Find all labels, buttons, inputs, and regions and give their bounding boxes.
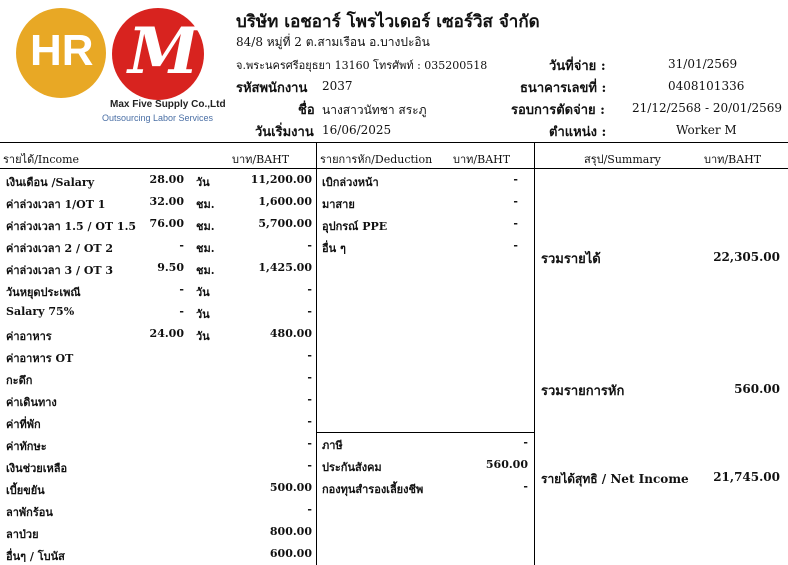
income-row-amount: 1,600.00 xyxy=(258,195,312,208)
income-row-qty: 76.00 xyxy=(149,217,184,230)
max-five-logo-text: M xyxy=(128,14,199,89)
total-deduction-label: รวมรายการหัก xyxy=(541,384,625,399)
deduction-row-label: อุปกรณ์ PPE xyxy=(322,220,388,233)
income-row-qty: 32.00 xyxy=(149,195,184,208)
income-row-label: วันหยุดประเพณี xyxy=(6,286,81,299)
income-row-amount: 500.00 xyxy=(269,481,312,494)
income-row-qty: - xyxy=(179,239,184,252)
income-deduction-divider xyxy=(316,142,317,565)
income-row-amount: 1,425.00 xyxy=(258,261,312,274)
income-row-label: ค่าที่พัก xyxy=(6,418,41,431)
income-row-label: ค่าล่วงเวลา 1/OT 1 xyxy=(6,198,106,211)
tax-row-amount: 560.00 xyxy=(485,458,528,471)
tax-row-label: ประกันสังคม xyxy=(322,461,382,474)
income-row-qty: - xyxy=(179,283,184,296)
income-row-unit: วัน xyxy=(196,330,210,343)
income-row-amount: - xyxy=(307,371,312,384)
deduction-row-amount: - xyxy=(513,195,518,208)
hr-logo xyxy=(16,8,106,98)
income-row-label: ค่าอาหาร xyxy=(6,330,52,343)
income-row-amount: 600.00 xyxy=(269,547,312,560)
position-value: Worker M xyxy=(676,123,737,137)
income-row-qty: 9.50 xyxy=(157,261,184,274)
pay-date-value: 31/01/2569 xyxy=(668,57,738,71)
income-row-label: ค่าล่วงเวลา 2 / OT 2 xyxy=(6,242,114,255)
deduction-column-header: รายการหัก/Deduction xyxy=(320,153,433,166)
income-row-label: ค่าทักษะ xyxy=(6,440,47,453)
income-row-unit: ชม. xyxy=(196,198,215,211)
employee-name-value: นางสาวนัทชา สระภู xyxy=(322,103,427,117)
income-row-unit: วัน xyxy=(196,308,210,321)
employee-id-label: รหัสพนักงาน xyxy=(236,81,308,96)
total-deduction-value: 560.00 xyxy=(734,382,780,396)
start-date-value: 16/06/2025 xyxy=(322,123,392,137)
address-line-2: จ.พระนครศรีอยุธยา 13160 โทรศัพท์ : 035200518 xyxy=(236,59,488,72)
income-row-amount: - xyxy=(307,305,312,318)
income-row-label: เงินเดือน /Salary xyxy=(6,176,95,189)
income-row-label: ค่าเดินทาง xyxy=(6,396,57,409)
summary-baht-header: บาท/BAHT xyxy=(704,153,762,166)
income-row-qty: 24.00 xyxy=(149,327,184,340)
deduction-row-amount: - xyxy=(513,173,518,186)
tax-row-amount: - xyxy=(523,480,528,493)
income-row-amount: 11,200.00 xyxy=(250,173,312,186)
logo-company-name: Max Five Supply Co.,Ltd xyxy=(110,99,226,110)
total-income-label: รวมรายได้ xyxy=(541,252,601,267)
income-row-label: กะดึก xyxy=(6,374,33,387)
employee-id-value: 2037 xyxy=(322,79,353,93)
income-row-amount: - xyxy=(307,393,312,406)
deduction-row-label: อื่น ๆ xyxy=(322,242,346,255)
deduction-row-amount: - xyxy=(513,217,518,230)
pay-date-label: วันที่จ่าย : xyxy=(549,59,606,74)
company-title: บริษัท เอชอาร์ โพรไวเดอร์ เซอร์วิส จำกัด xyxy=(236,12,540,32)
net-income-label: รายได้สุทธิ / Net Income xyxy=(541,472,689,486)
bank-value: 0408101336 xyxy=(668,79,745,93)
income-row-label: ลาพักร้อน xyxy=(6,506,53,519)
income-column-header: รายได้/Income xyxy=(3,153,80,166)
max-five-logo xyxy=(112,8,204,100)
tax-section-border xyxy=(316,432,534,433)
income-row-amount: - xyxy=(307,415,312,428)
deduction-row-label: เบิกล่วงหน้า xyxy=(322,176,379,189)
deduction-summary-divider xyxy=(534,142,535,565)
income-row-unit: ชม. xyxy=(196,264,215,277)
income-row-unit: ชม. xyxy=(196,242,215,255)
income-row-label: ลาป่วย xyxy=(6,528,39,541)
logo-tagline: Outsourcing Labor Services xyxy=(102,113,214,123)
income-row-label: อื่นๆ / โบนัส xyxy=(6,550,65,563)
deduction-row-label: มาสาย xyxy=(322,198,355,211)
income-row-unit: ชม. xyxy=(196,220,215,233)
income-row-amount: 480.00 xyxy=(269,327,312,340)
income-row-label: ค่าล่วงเวลา 1.5 / OT 1.5 xyxy=(6,220,137,233)
income-row-amount: - xyxy=(307,459,312,472)
income-row-qty: - xyxy=(179,305,184,318)
hr-logo-text: HR xyxy=(30,26,94,75)
income-row-label: เงินช่วยเหลือ xyxy=(6,462,68,475)
income-row-amount: 800.00 xyxy=(269,525,312,538)
summary-column-header: สรุป/Summary xyxy=(584,153,661,166)
income-row-label: ค่าล่วงเวลา 3 / OT 3 xyxy=(6,264,114,277)
income-row-amount: - xyxy=(307,503,312,516)
income-row-unit: วัน xyxy=(196,176,210,189)
position-label: ตำแหน่ง : xyxy=(549,125,607,140)
income-row-qty: 28.00 xyxy=(149,173,184,186)
table-top-border xyxy=(0,142,788,143)
period-label: รอบการตัดจ่าย : xyxy=(511,103,605,118)
deduction-row-amount: - xyxy=(513,239,518,252)
tax-row-label: กองทุนสำรองเลี้ยงชีพ xyxy=(322,483,424,496)
income-row-amount: - xyxy=(307,283,312,296)
start-date-label: วันเริ่มงาน xyxy=(255,125,314,140)
total-income-value: 22,305.00 xyxy=(713,250,780,264)
tax-row-label: ภาษี xyxy=(322,439,343,452)
address-line-1: 84/8 หมู่ที่ 2 ต.สามเรือน อ.บางปะอิน xyxy=(236,35,430,49)
income-row-label: ค่าอาหาร OT xyxy=(6,352,74,365)
tax-row-amount: - xyxy=(523,436,528,449)
income-baht-header: บาท/BAHT xyxy=(232,153,290,166)
period-value: 21/12/2568 - 20/01/2569 xyxy=(632,101,783,115)
deduction-baht-header: บาท/BAHT xyxy=(453,153,511,166)
bank-label: ธนาคารเลขที่ : xyxy=(520,81,607,96)
income-row-amount: 5,700.00 xyxy=(258,217,312,230)
net-income-value: 21,745.00 xyxy=(713,470,780,484)
income-row-amount: - xyxy=(307,437,312,450)
income-row-amount: - xyxy=(307,349,312,362)
income-row-label: เบี้ยขยัน xyxy=(6,484,45,497)
income-row-amount: - xyxy=(307,239,312,252)
income-row-unit: วัน xyxy=(196,286,210,299)
column-header-border xyxy=(0,168,788,169)
employee-name-label: ชื่อ xyxy=(298,103,315,118)
income-row-label: Salary 75% xyxy=(6,305,75,318)
